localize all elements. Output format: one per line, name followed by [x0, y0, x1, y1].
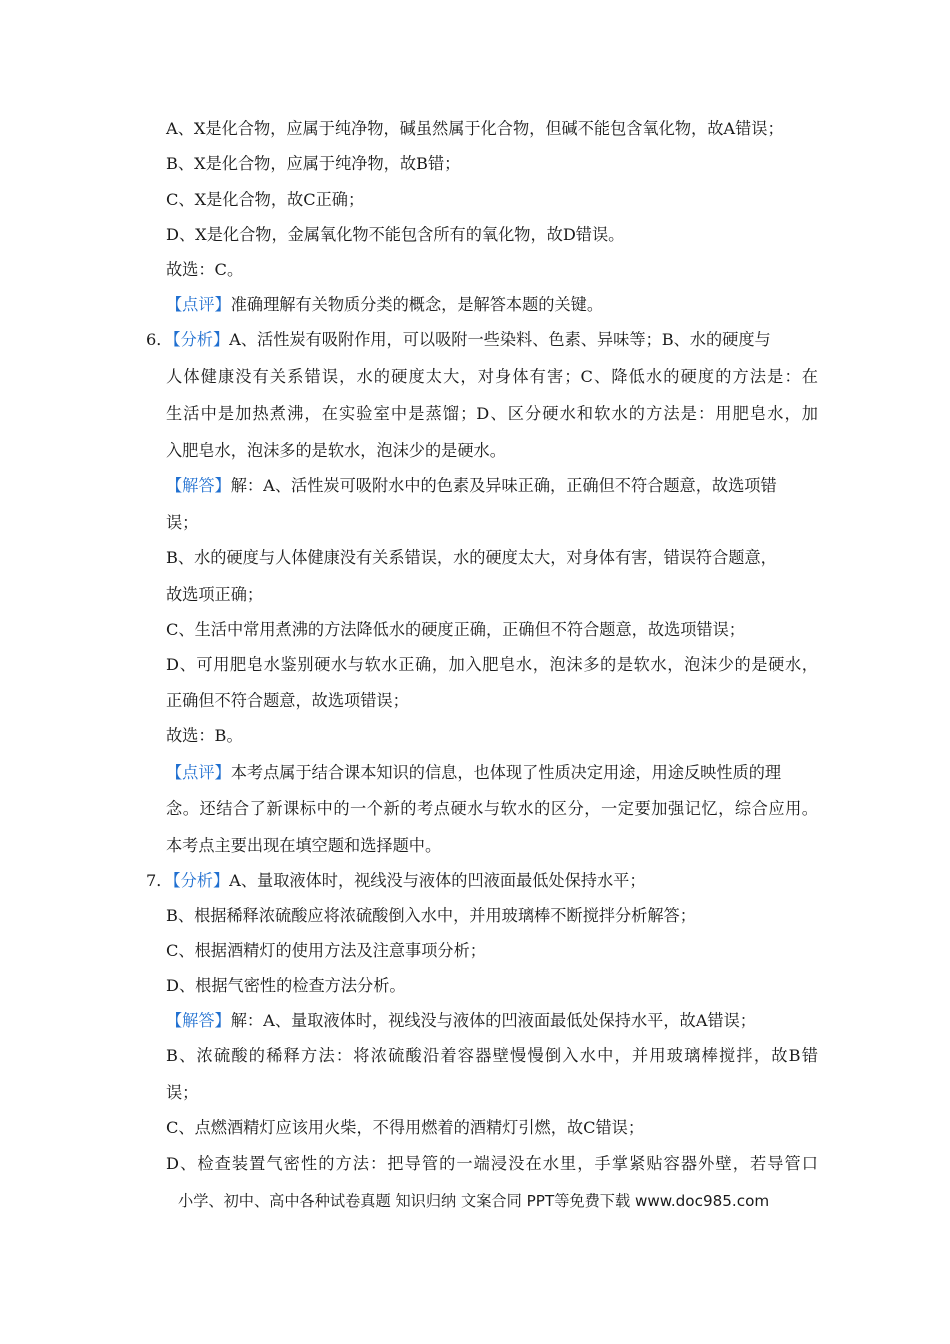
text-line: B、根据稀释浓硫酸应将浓硫酸倒入水中，并用玻璃棒不断搅拌分析解答；: [166, 906, 696, 925]
text-line: 人体健康没有关系错误，水的硬度太大，对身体有害；C、降低水的硬度的方法是：在: [166, 367, 818, 386]
text-line: 正确但不符合题意，故选项错误；: [166, 691, 409, 710]
page-footer: 小学、初中、高中各种试卷真题 知识归纳 文案合同 PPT等免费下载 www.doc985.com: [178, 1192, 770, 1210]
text-line: C、生活中常用煮沸的方法降低水的硬度正确，正确但不符合题意，故选项错误；: [166, 620, 745, 639]
analysis-text: A、量取液体时，视线没与液体的凹液面最低处保持水平；: [229, 871, 646, 890]
text-line: B、浓硫酸的稀释方法：将浓硫酸沿着容器壁慢慢倒入水中，并用玻璃棒搅拌，故B错: [166, 1046, 818, 1065]
text-line: C、根据酒精灯的使用方法及注意事项分析；: [166, 941, 486, 960]
text-line: 念。还结合了新课标中的一个新的考点硬水与软水的区分，一定要加强记忆，综合应用。: [166, 799, 818, 818]
comment-tag: 【点评】: [166, 763, 231, 782]
analysis-tag: 【分析】: [172, 871, 230, 890]
analysis-text: A、活性炭有吸附作用，可以吸附一些染料、色素、异味等；B、水的硬度与: [229, 330, 771, 349]
answer-tag: 【解答】: [166, 476, 231, 495]
answer-line: [166, 1010, 756, 1032]
analysis-tag: 【分析】: [172, 330, 230, 349]
text-line: D、可用肥皂水鉴别硬水与软水正确，加入肥皂水，泡沫多的是软水，泡沫少的是硬水，: [166, 655, 818, 674]
text-line: 故选：B。: [166, 726, 243, 745]
question-6-analysis: [146, 329, 771, 351]
text-line: 入肥皂水，泡沫多的是软水，泡沫少的是硬水。: [166, 441, 506, 460]
text-line: 误；: [166, 513, 199, 532]
comment-text: 准确理解有关物质分类的概念，是解答本题的关键。: [230, 295, 604, 314]
text-line: A、X是化合物，应属于纯净物，碱虽然属于化合物，但碱不能包含氧化物，故A错误；: [166, 119, 784, 138]
comment-line: [166, 762, 781, 784]
text-line: D、检查装置气密性的方法：把导管的一端浸没在水里，手掌紧贴容器外壁，若导管口: [166, 1154, 818, 1173]
question-7-analysis: [146, 870, 646, 892]
text-line: B、X是化合物，应属于纯净物，故B错；: [166, 154, 461, 173]
answer-tag: 【解答】: [166, 1011, 231, 1030]
comment-line: [166, 294, 603, 316]
text-line: 误；: [166, 1083, 199, 1102]
text-line: D、根据气密性的检查方法分析。: [166, 976, 406, 995]
answer-text: 解：A、量取液体时，视线没与液体的凹液面最低处保持水平，故A错误；: [230, 1011, 756, 1030]
text-line: 生活中是加热煮沸，在实验室中是蒸馏；D、区分硬水和软水的方法是：用肥皂水，加: [166, 404, 818, 423]
text-line: C、点燃酒精灯应该用火柴，不得用燃着的酒精灯引燃，故C错误；: [166, 1118, 645, 1137]
text-line: 故选项正确；: [166, 585, 264, 604]
text-line: 本考点主要出现在填空题和选择题中。: [166, 836, 442, 855]
answer-line: [166, 475, 777, 497]
comment-text: 本考点属于结合课本知识的信息，也体现了性质决定用途，用途反映性质的理: [230, 763, 782, 782]
text-line: 故选：C。: [166, 260, 244, 279]
question-number: 6．: [146, 330, 173, 349]
comment-tag: 【点评】: [166, 295, 231, 314]
text-line: C、X是化合物，故C正确；: [166, 190, 365, 209]
text-line: B、水的硬度与人体健康没有关系错误，水的硬度太大，对身体有害，错误符合题意，: [166, 548, 777, 567]
question-number: 7．: [146, 871, 173, 890]
text-line: D、X是化合物，金属氧化物不能包含所有的氧化物，故D错误。: [166, 225, 625, 244]
answer-text: 解：A、活性炭可吸附水中的色素及异味正确，正确但不符合题意，故选项错: [230, 476, 777, 495]
